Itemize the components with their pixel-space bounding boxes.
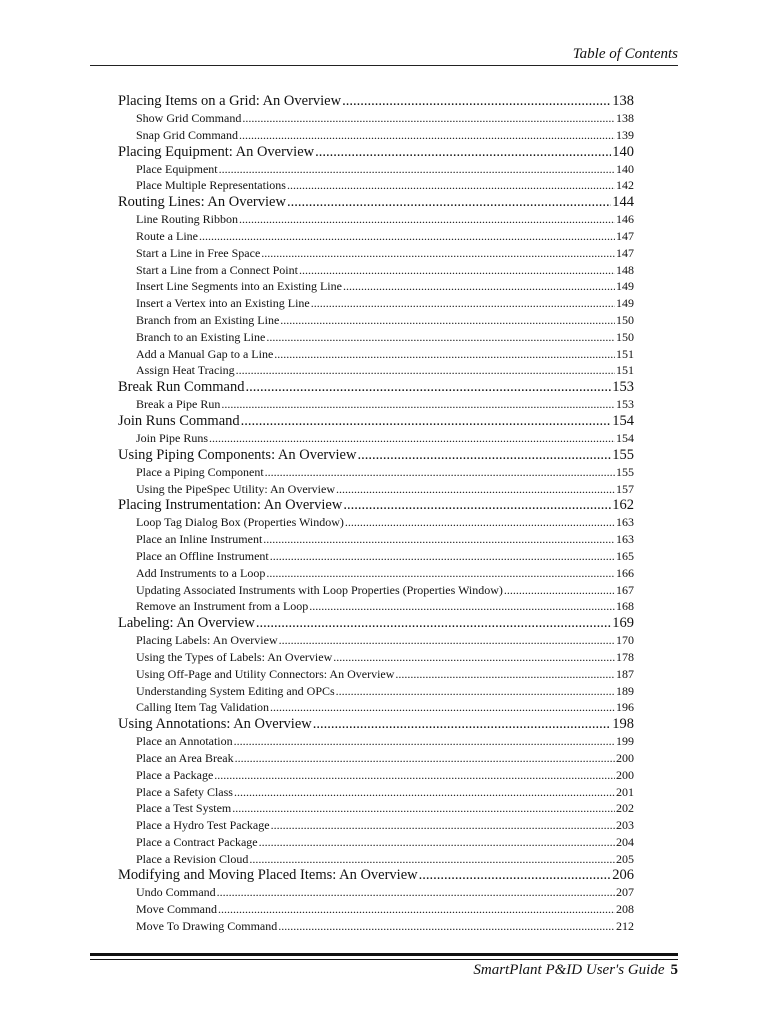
toc-dot-leader (266, 329, 615, 346)
toc-dot-leader (245, 379, 611, 396)
toc-entry-title: Break a Pipe Run (136, 397, 221, 412)
toc-entry-title: Placing Instrumentation: An Overview (118, 497, 343, 514)
toc-entry-title: Snap Grid Command (136, 127, 238, 142)
toc-subsection-entry[interactable] (118, 211, 634, 228)
toc-entry-title: Branch to an Existing Line (136, 329, 266, 344)
toc-entry-title: Move To Drawing Command (136, 919, 278, 934)
header-title: Table of Contents (572, 46, 678, 62)
toc-entry-page: 169 (612, 615, 634, 632)
toc-entry-page: 154 (616, 430, 634, 445)
toc-entry-page: 168 (616, 599, 634, 614)
toc-dot-leader (263, 531, 615, 548)
toc-entry-title: Labeling: An Overview (118, 615, 255, 632)
toc-subsection-entry[interactable] (118, 548, 634, 565)
toc-subsection-entry[interactable] (118, 649, 634, 666)
toc-entry-title: Add Instruments to a Loop (136, 565, 266, 580)
toc-dot-leader (259, 834, 615, 851)
toc-subsection-entry[interactable] (118, 177, 634, 194)
toc-dot-leader (232, 800, 615, 817)
toc-subsection-entry[interactable] (118, 396, 634, 413)
toc-entry-page: 157 (616, 481, 634, 496)
header-rule (90, 65, 678, 66)
toc-entry-title: Start a Line in Free Space (136, 245, 261, 260)
toc-entry-title: Using Off-Page and Utility Connectors: An Overview (136, 666, 395, 681)
toc-subsection-entry[interactable] (118, 245, 634, 262)
toc-subsection-entry[interactable] (118, 800, 634, 817)
toc-entry-title: Place a Hydro Test Package (136, 818, 270, 833)
toc-dot-leader (199, 228, 615, 245)
toc-subsection-entry[interactable] (118, 127, 634, 144)
toc-subsection-entry[interactable] (118, 817, 634, 834)
toc-subsection-entry[interactable] (118, 110, 634, 127)
toc-dot-leader (271, 817, 615, 834)
toc-subsection-entry[interactable] (118, 918, 634, 935)
toc-entry-title: Using Annotations: An Overview (118, 716, 312, 733)
toc-entry-page: 163 (616, 532, 634, 547)
toc-entry-page: 144 (612, 194, 634, 211)
toc-entry-title: Route a Line (136, 228, 198, 243)
toc-dot-leader (504, 582, 615, 599)
toc-subsection-entry[interactable] (118, 851, 634, 868)
toc-subsection-entry[interactable] (118, 733, 634, 750)
toc-subsection-entry[interactable] (118, 666, 634, 683)
toc-dot-leader (280, 312, 615, 329)
toc-dot-leader (345, 514, 615, 531)
toc-entry-title: Placing Items on a Grid: An Overview (118, 93, 342, 109)
toc-entry-page: 187 (616, 666, 634, 681)
footer-rule-thick (90, 953, 678, 956)
toc-dot-leader (218, 901, 615, 918)
toc-entry-page: 206 (612, 867, 634, 884)
toc-entry-page: 198 (612, 716, 634, 733)
toc-entry-title: Place an Offline Instrument (136, 548, 269, 563)
toc-dot-leader (235, 750, 615, 767)
toc-dot-leader (419, 867, 612, 884)
toc-dot-leader (311, 295, 615, 312)
toc-subsection-entry[interactable] (118, 834, 634, 851)
toc-subsection-entry[interactable] (118, 346, 634, 363)
toc-entry-page: 147 (616, 245, 634, 260)
toc-subsection-entry[interactable] (118, 632, 634, 649)
toc-section-entry[interactable] (118, 413, 634, 430)
toc-dot-leader (313, 716, 612, 733)
toc-dot-leader (357, 447, 611, 464)
toc-entry-title: Line Routing Ribbon (136, 212, 238, 227)
toc-subsection-entry[interactable] (118, 531, 634, 548)
toc-dot-leader (287, 177, 615, 194)
toc-entry-title: Assign Heat Tracing (136, 363, 235, 378)
toc-subsection-entry[interactable] (118, 514, 634, 531)
toc-entry-title: Add a Manual Gap to a Line (136, 346, 274, 361)
toc-entry-page: 150 (616, 329, 634, 344)
toc-entry-title: Updating Associated Instruments with Loop Properties (Properties Window) (136, 582, 503, 597)
toc-entry-page: 155 (612, 446, 634, 463)
toc-dot-leader (343, 497, 611, 514)
toc-entry-title: Using the PipeSpec Utility: An Overview (136, 481, 335, 496)
toc-dot-leader (234, 784, 615, 801)
toc-entry-page: 155 (616, 464, 634, 479)
toc-subsection-entry[interactable] (118, 362, 634, 379)
toc-entry-page: 165 (616, 548, 634, 563)
toc-subsection-entry[interactable] (118, 582, 634, 599)
toc-entry-title: Break Run Command (118, 379, 245, 396)
toc-dot-leader (239, 127, 615, 144)
toc-entry-page: 200 (616, 750, 634, 765)
toc-subsection-entry[interactable] (118, 278, 634, 295)
toc-dot-leader (342, 93, 611, 110)
toc-subsection-entry[interactable] (118, 329, 634, 346)
toc-entry-page: 138 (612, 93, 634, 109)
toc-dot-leader (309, 598, 615, 615)
toc-entry-title: Loop Tag Dialog Box (Properties Window) (136, 515, 344, 530)
toc-entry-page: 212 (616, 919, 634, 934)
toc-section-entry[interactable] (118, 867, 634, 884)
toc-dot-leader (266, 565, 615, 582)
toc-entry-page: 162 (612, 497, 634, 514)
toc-dot-leader (209, 430, 615, 447)
toc-subsection-entry[interactable] (118, 901, 634, 918)
toc-entry-title: Place Equipment (136, 161, 218, 176)
toc-section-entry[interactable] (118, 447, 634, 464)
toc-subsection-entry[interactable] (118, 481, 634, 498)
toc-entry-page: 149 (616, 296, 634, 311)
toc-entry-page: 140 (612, 143, 634, 160)
toc-entry-page: 170 (616, 633, 634, 648)
toc-entry-page: 148 (616, 262, 634, 277)
toc-entry-title: Insert Line Segments into an Existing Line (136, 279, 342, 294)
toc-entry-page: 208 (616, 902, 634, 917)
toc-entry-page: 153 (616, 397, 634, 412)
toc-subsection-entry[interactable] (118, 228, 634, 245)
toc-entry-title: Place a Contract Package (136, 834, 258, 849)
toc-entry-title: Understanding System Editing and OPCs (136, 683, 335, 698)
toc-entry-page: 140 (616, 161, 634, 176)
toc-entry-title: Calling Item Tag Validation (136, 700, 270, 715)
toc-entry-page: 204 (616, 834, 634, 849)
footer-page-number: 5 (670, 962, 678, 978)
toc-dot-leader (270, 548, 615, 565)
toc-entry-page: 166 (616, 565, 634, 580)
toc-section-entry[interactable] (118, 93, 634, 110)
toc-dot-leader (343, 278, 615, 295)
toc-subsection-entry[interactable] (118, 683, 634, 700)
toc-entry-page: 205 (616, 851, 634, 866)
toc-entry-page: 138 (616, 111, 634, 125)
toc-entry-page: 207 (616, 885, 634, 900)
toc-entry-title: Place an Inline Instrument (136, 532, 263, 547)
toc-entry-page: 199 (616, 734, 634, 749)
toc-entry-page: 139 (616, 127, 634, 142)
toc-entry-title: Place a Safety Class (136, 784, 233, 799)
toc-entry-page: 178 (616, 649, 634, 664)
toc-dot-leader (219, 161, 615, 178)
toc-subsection-entry[interactable] (118, 767, 634, 784)
toc-entry-title: Remove an Instrument from a Loop (136, 599, 309, 614)
footer-rule-thin (90, 959, 678, 960)
toc-dot-leader (333, 649, 615, 666)
toc-entry-page: 200 (616, 767, 634, 782)
toc-dot-leader (299, 262, 615, 279)
toc-entry-title: Placing Equipment: An Overview (118, 143, 315, 160)
toc-dot-leader (274, 346, 615, 363)
toc-section-entry[interactable] (118, 615, 634, 632)
toc-section-entry[interactable] (118, 379, 634, 396)
toc-subsection-entry[interactable] (118, 565, 634, 582)
toc-subsection-entry[interactable] (118, 598, 634, 615)
toc-entry-page: 196 (616, 700, 634, 715)
toc-entry-page: 201 (616, 784, 634, 799)
toc-entry-title: Place an Annotation (136, 734, 233, 749)
toc-entry-title: Routing Lines: An Overview (118, 194, 286, 211)
toc-dot-leader (241, 413, 612, 430)
toc-dot-leader (256, 615, 611, 632)
toc-entry-title: Place a Revision Cloud (136, 851, 249, 866)
toc-dot-leader (239, 211, 615, 228)
toc-dot-leader (270, 699, 615, 716)
toc-dot-leader (287, 194, 611, 211)
toc-subsection-entry[interactable] (118, 430, 634, 447)
toc-entry-title: Insert a Vertex into an Existing Line (136, 296, 310, 311)
toc-entry-title: Modifying and Moving Placed Items: An Overview (118, 867, 418, 884)
toc-section-entry[interactable] (118, 716, 634, 733)
toc-entry-page: 151 (616, 363, 634, 378)
toc-dot-leader (279, 632, 615, 649)
toc-section-entry[interactable] (118, 144, 634, 161)
toc-dot-leader (336, 683, 615, 700)
toc-entry-title: Place a Package (136, 767, 214, 782)
toc-entry-title: Move Command (136, 902, 217, 917)
toc-entry-page: 167 (616, 582, 634, 597)
toc-entry-page: 153 (612, 379, 634, 396)
toc-entry-page: 151 (616, 346, 634, 361)
toc-dot-leader (242, 110, 615, 127)
toc-entry-page: 154 (612, 412, 634, 429)
toc-subsection-entry[interactable] (118, 699, 634, 716)
toc-dot-leader (221, 396, 615, 413)
toc-entry-page: 163 (616, 515, 634, 530)
toc-dot-leader (234, 733, 615, 750)
toc-entry-title: Placing Labels: An Overview (136, 633, 278, 648)
toc-entry-title: Place an Area Break (136, 750, 234, 765)
toc-dot-leader (249, 851, 615, 868)
table-of-contents (118, 93, 634, 935)
toc-entry-page: 142 (616, 178, 634, 193)
toc-section-entry[interactable] (118, 194, 634, 211)
toc-entry-title: Undo Command (136, 885, 216, 900)
toc-subsection-entry[interactable] (118, 750, 634, 767)
toc-dot-leader (278, 918, 615, 935)
toc-dot-leader (236, 362, 615, 379)
toc-entry-title: Start a Line from a Connect Point (136, 262, 298, 277)
toc-section-entry[interactable] (118, 497, 634, 514)
toc-subsection-entry[interactable] (118, 161, 634, 178)
toc-entry-page: 149 (616, 279, 634, 294)
toc-dot-leader (336, 481, 615, 498)
toc-dot-leader (217, 884, 615, 901)
toc-dot-leader (265, 464, 615, 481)
toc-entry-page: 189 (616, 683, 634, 698)
toc-subsection-entry[interactable] (118, 295, 634, 312)
toc-entry-title: Place a Test System (136, 801, 232, 816)
toc-entry-page: 202 (616, 801, 634, 816)
toc-dot-leader (395, 666, 615, 683)
toc-dot-leader (261, 245, 615, 262)
toc-entry-title: Using the Types of Labels: An Overview (136, 649, 333, 664)
toc-subsection-entry[interactable] (118, 262, 634, 279)
toc-entry-page: 147 (616, 228, 634, 243)
toc-subsection-entry[interactable] (118, 464, 634, 481)
toc-entry-title: Join Pipe Runs (136, 430, 209, 445)
toc-entry-title: Show Grid Command (136, 111, 242, 125)
toc-entry-page: 203 (616, 818, 634, 833)
footer-title (473, 962, 678, 979)
toc-dot-leader (315, 144, 611, 161)
toc-entry-title: Join Runs Command (118, 412, 240, 429)
toc-entry-title: Place Multiple Representations (136, 178, 286, 193)
toc-entry-page: 150 (616, 312, 634, 327)
toc-subsection-entry[interactable] (118, 884, 634, 901)
toc-entry-title: Branch from an Existing Line (136, 312, 280, 327)
toc-entry-title: Place a Piping Component (136, 464, 264, 479)
toc-dot-leader (214, 767, 615, 784)
footer-guide-title: SmartPlant P&ID User's Guide (473, 962, 665, 978)
toc-entry-page: 146 (616, 212, 634, 227)
toc-entry-title: Using Piping Components: An Overview (118, 446, 357, 463)
toc-subsection-entry[interactable] (118, 784, 634, 801)
toc-subsection-entry[interactable] (118, 312, 634, 329)
